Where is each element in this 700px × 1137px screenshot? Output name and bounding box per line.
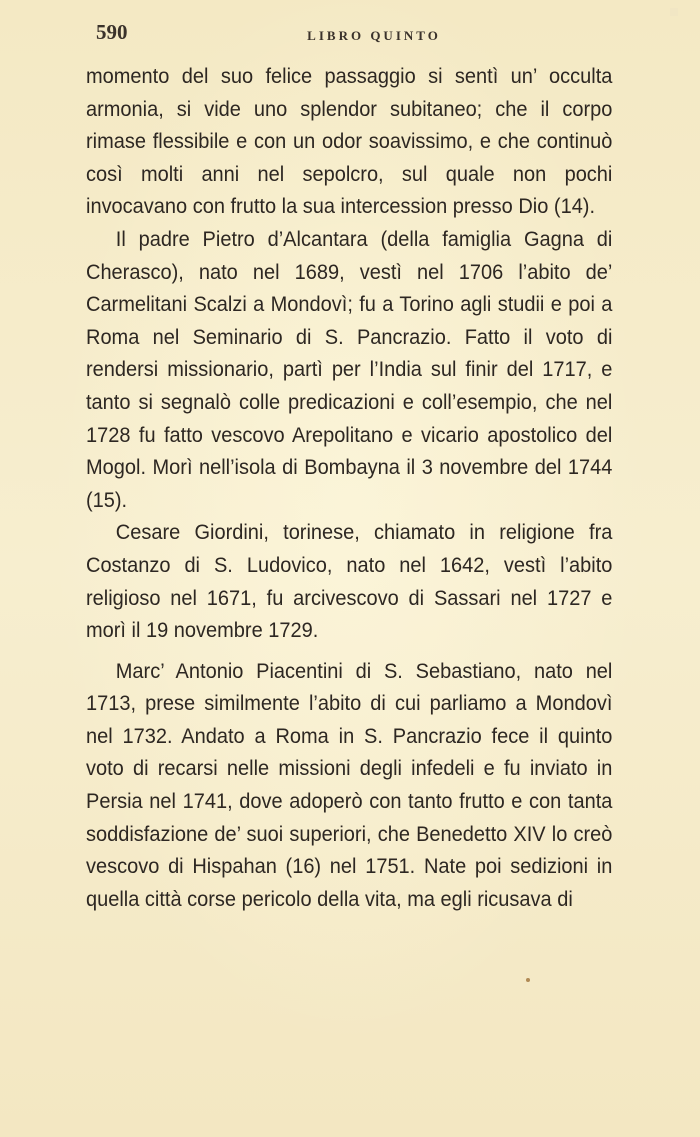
paragraph-piacentini: Marc’ Antonio Piacentini di S. Sebastiano, nato nel 1713, prese similmente l’abito di cui parliamo a Mondovì nel 1732. Andato a Roma in S. Pancrazio fece il quinto voto di recarsi nelle missioni degli infedeli e fu inviato in Persia nel 1741, dove adoperò con tanto frutto e con tanta soddisfazione de’ suoi superiori, che Benedetto XIV lo creò vescovo di Hispahan (16) nel 1751. Nate poi sedizioni in quella città corse pericolo della vita, ma egli ricusava di (86, 658, 613, 911)
body-text (86, 60, 612, 915)
paragraph-continuation: momento del suo felice passaggio si sentì un’ occulta armonia, si vide uno splendor subitaneo; che il corpo rimase flessibile e con un odor soavissimo, e che continuò così molti anni nel sepolcro, sul quale non pochi invocavano con frutto la sua intercession presso Dio (14). (86, 64, 613, 219)
page-number: 590 (96, 20, 128, 44)
paper-fleck (526, 978, 530, 982)
paragraph-pietro-alcantara: Il padre Pietro d’Alcantara (della famiglia Gagna di Cherasco), nato nel 1689, vestì nel 1706 l’abito de’ Carmelitani Scalzi a Mondovì; fu a Torino agli studii e poi a Roma nel Seminario di S. Pancrazio. Fatto il voto di rendersi missionario, partì per l’India sul finir del 1717, e tanto si segnalò colle predicazioni e coll’esempio, che nel 1728 fu fatto vescovo Arepolitano e vicario apostolico del Mogol. Morì nell’isola di Bombayna il 3 novembre del 1744 (15). (86, 226, 613, 512)
running-head: LIBRO QUINTO (307, 28, 441, 43)
page-header (96, 20, 652, 48)
page-corner-mark (670, 8, 678, 16)
paragraph-cesare-giordini: Cesare Giordini, torinese, chiamato in religione fra Costanzo di S. Ludovico, nato nel 1642, vestì l’abito religioso nel 1671, fu arcivescovo di Sassari nel 1727 e morì il 19 novembre 1729. (86, 520, 613, 643)
